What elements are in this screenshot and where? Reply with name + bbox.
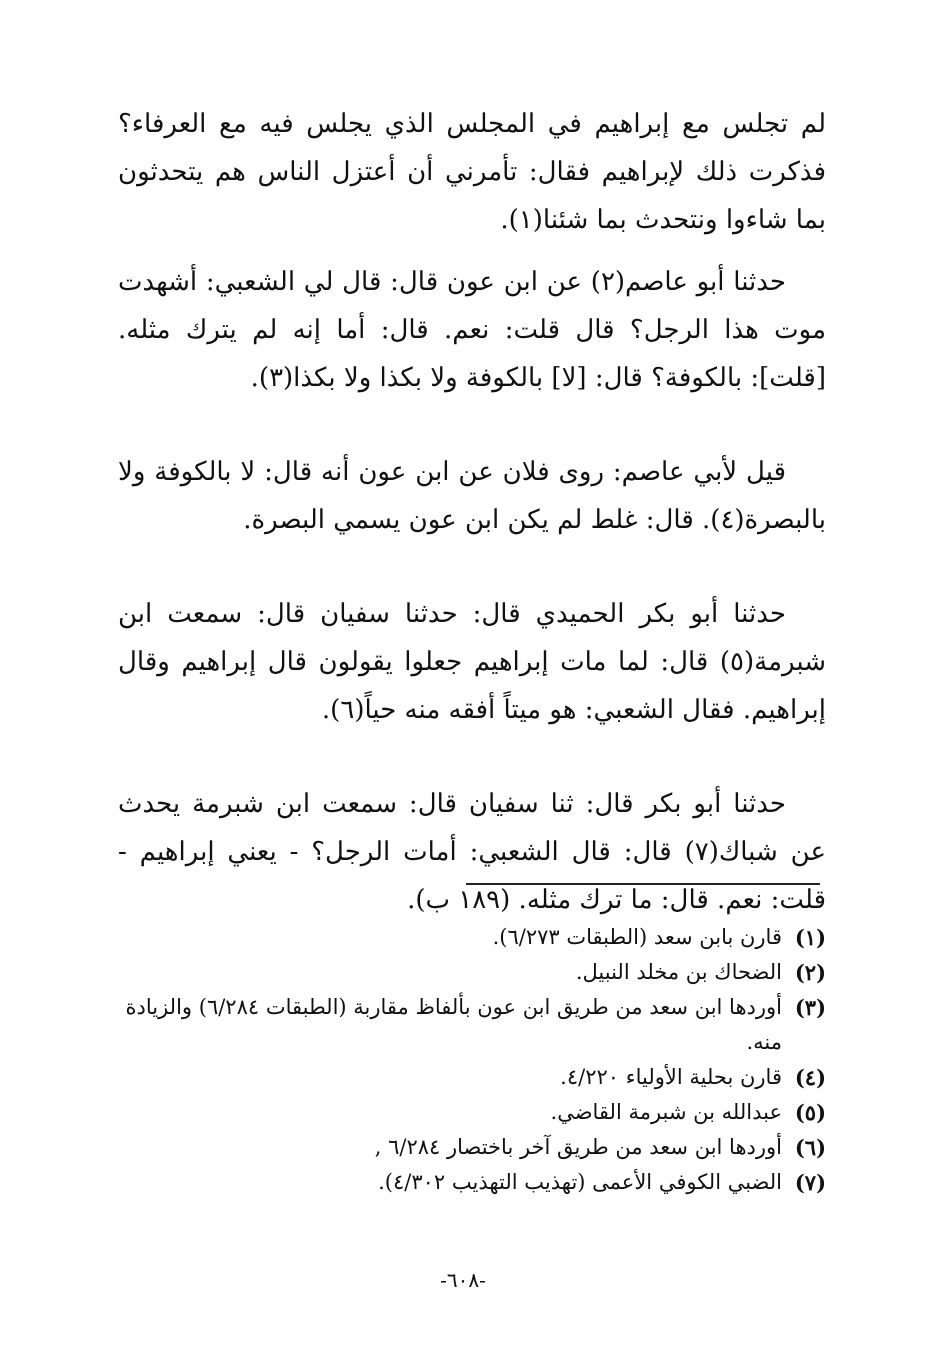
footnote-number: (٣) [794,995,826,1020]
footnote-text: قارن بابن سعد (الطبقات ٦/٢٧٣). [492,925,782,949]
footnote-text: الضبي الكوفي الأعمى (تهذيب التهذيب ٤/٣٠٢). [378,1170,782,1194]
footnote-number: (٢) [794,960,826,985]
footnote-3 [110,990,826,1060]
footnote-number: (١) [794,925,826,950]
page-number: -٦٠٨- [440,1268,486,1292]
footnote-4 [110,1060,826,1095]
paragraph-5: حدثنا أبو بكر قال: ثنا سفيان قال: سمعت ابن شبرمة يحدث عن شباك(٧) قال: قال الشعبي: أمات الرجل؟ - يعني إبراهيم - قلت: نعم. قال: ما ترك مثله. (١٨٩ ب). [118,789,826,915]
paragraph-4: حدثنا أبو بكر الحميدي قال: حدثنا سفيان قال: سمعت ابن شبرمة(٥) قال: لما مات إبراهيم جعلوا يقولون قال إبراهيم وقال إبراهيم. فقال الشعبي: هو ميتاً أفقه منه حياً(٦). [118,599,826,725]
footnote-2 [110,955,826,990]
paragraph-2: حدثنا أبو عاصم(٢) عن ابن عون قال: قال لي الشعبي: أشهدت موت هذا الرجل؟ قال قلت: نعم. قال: أما إنه لم يترك مثله. [قلت]: بالكوفة؟ قال: [لا] بالكوفة ولا بكذا ولا بكذا(٣). [118,267,826,393]
footnote-7 [110,1165,826,1200]
footnote-number: (٦) [794,1135,826,1160]
paragraph-1: لم تجلس مع إبراهيم في المجلس الذي يجلس فيه مع العرفاء؟ فذكرت ذلك لإبراهيم فقال: تأمرني أن أعتزل الناس هم يتحدثون بما شاءوا ونتحدث بما شئنا(١). [118,109,826,235]
footnote-text: أوردها ابن سعد من طريق ابن عون بألفاظ مقاربة (الطبقات ٦/٢٨٤) والزيادة منه. [125,995,782,1054]
footnote-number: (٥) [794,1100,826,1125]
paragraph-3: قيل لأبي عاصم: روى فلان عن ابن عون أنه قال: لا بالكوفة ولا بالبصرة(٤). قال: غلط لم يكن ابن عون يسمي البصرة. [118,457,826,535]
footnotes-list [110,920,826,1200]
footnote-number: (٧) [794,1170,826,1195]
footnote-1 [110,920,826,955]
footnote-number: (٤) [794,1065,826,1090]
footnote-5 [110,1095,826,1130]
main-text [118,100,826,924]
footnote-text: أوردها ابن سعد من طريق آخر باختصار ٦/٢٨٤ , [374,1135,782,1159]
footnote-separator [466,883,820,885]
footnote-text: قارن بحلية الأولياء ٤/٢٢٠. [560,1065,782,1089]
footnote-text: الضحاك بن مخلد النبيل. [575,960,782,984]
footnote-6 [110,1130,826,1165]
footnote-text: عبدالله بن شبرمة القاضي. [550,1100,782,1124]
